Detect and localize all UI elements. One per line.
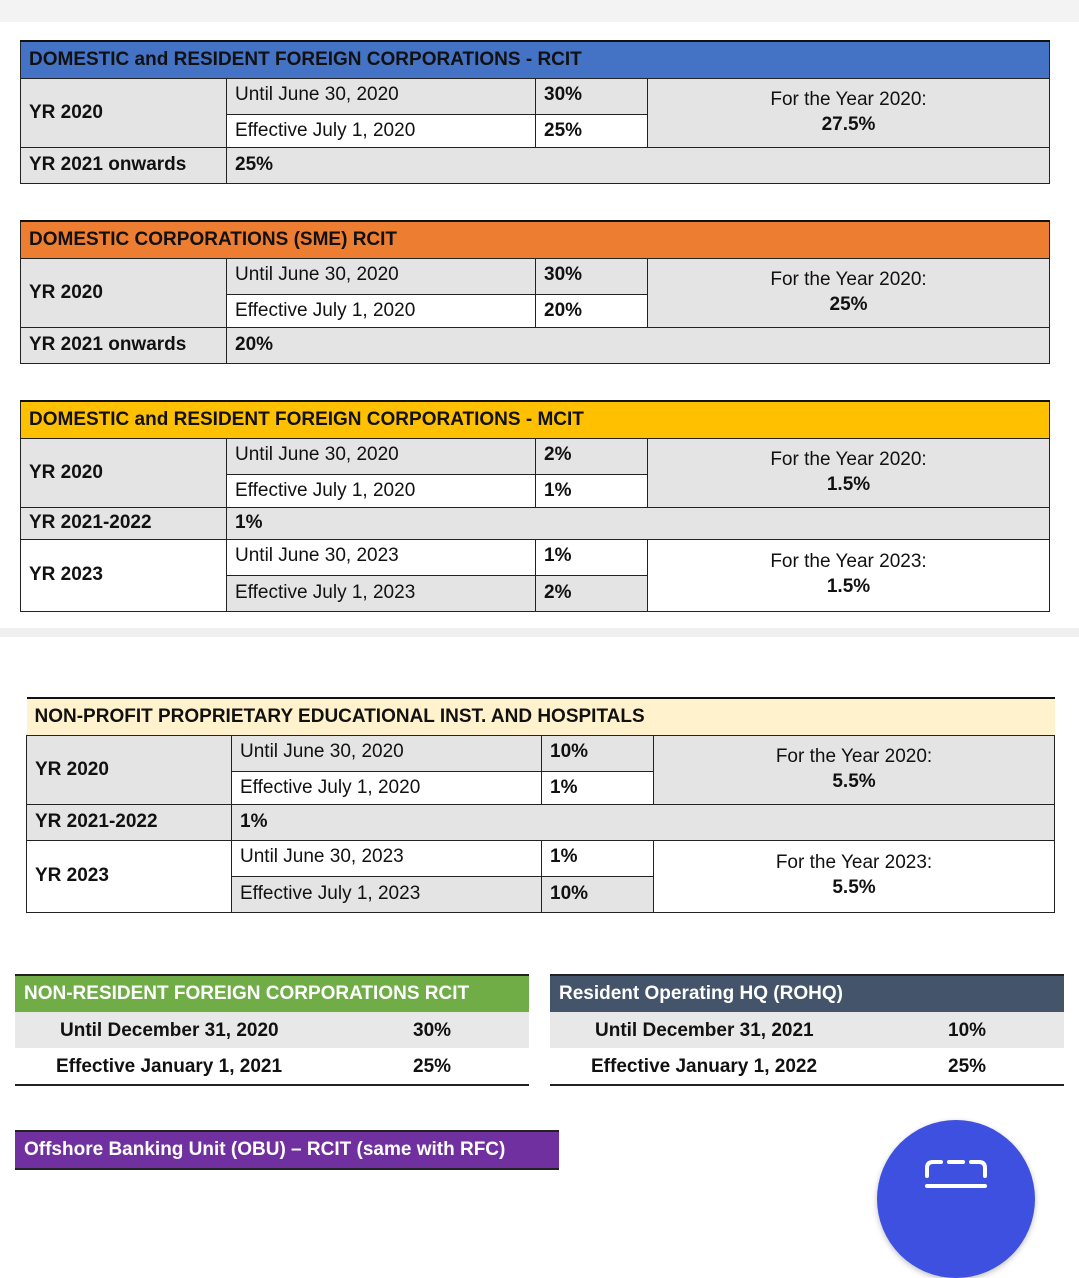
rcit-effective-label: Effective July 1, 2020 — [227, 114, 536, 147]
mcit-effective-label: Effective July 1, 2020 — [227, 474, 536, 507]
sme-summary-label: For the Year 2020: — [770, 268, 927, 290]
rcit-onwards-rate: 25% — [227, 147, 1050, 183]
nonprofit-effective23-label: Effective July 1, 2023 — [232, 876, 542, 912]
nonprofit-table — [26, 697, 1055, 913]
mcit-mid-label: YR 2021-2022 — [21, 507, 227, 539]
sme-onwards-rate: 20% — [227, 327, 1050, 363]
nonprofit-yr2023-label: YR 2023 — [27, 840, 232, 912]
sme-summary — [648, 258, 1050, 327]
nrfc-table — [15, 974, 529, 1086]
nrfc-row-rate: 30% — [413, 1020, 452, 1041]
nrfc-row-label: Until December 31, 2020 — [60, 1020, 279, 1041]
mcit-summary23 — [648, 539, 1050, 611]
rohq-row-label: Effective January 1, 2022 — [591, 1056, 818, 1077]
nonprofit-until23-label: Until June 30, 2023 — [232, 840, 542, 876]
nonprofit-title: NON-PROFIT PROPRIETARY EDUCATIONAL INST. AND HOSPITALS — [27, 698, 1055, 735]
mcit-until23-label: Until June 30, 2023 — [227, 539, 536, 575]
nrfc-row — [15, 1048, 529, 1086]
mcit-effective23-label: Effective July 1, 2023 — [227, 575, 536, 611]
nonprofit-until-label: Until June 30, 2020 — [232, 735, 542, 771]
nonprofit-mid-label: YR 2021-2022 — [27, 804, 232, 840]
rohq-row — [550, 1012, 1064, 1048]
nrfc-row-label: Effective January 1, 2021 — [56, 1056, 283, 1077]
sme-until-rate: 30% — [536, 258, 648, 294]
rohq-row-rate: 25% — [948, 1056, 987, 1077]
rcit-title: DOMESTIC and RESIDENT FOREIGN CORPORATIONS - RCIT — [21, 41, 1050, 78]
mcit-summary-label: For the Year 2020: — [770, 448, 927, 470]
rohq-row-label: Until December 31, 2021 — [595, 1020, 814, 1041]
sme-effective-label: Effective July 1, 2020 — [227, 294, 536, 327]
mcit-until-rate: 2% — [536, 438, 648, 474]
rcit-summary — [648, 78, 1050, 147]
mcit-yr2023-label: YR 2023 — [21, 539, 227, 611]
rohq-table — [550, 974, 1064, 1086]
nonprofit-summary23-label: For the Year 2023: — [775, 852, 933, 874]
mcit-until-label: Until June 30, 2020 — [227, 438, 536, 474]
nrfc-row — [15, 1012, 529, 1048]
nrfc-title: NON-RESIDENT FOREIGN CORPORATIONS RCIT — [15, 974, 529, 1012]
rcit-until-label: Until June 30, 2020 — [227, 78, 536, 114]
rohq-row-rate: 10% — [948, 1020, 987, 1041]
rohq-row — [550, 1048, 1064, 1086]
nonprofit-until-rate: 10% — [542, 735, 654, 771]
rohq-title: Resident Operating HQ (ROHQ) — [550, 974, 1064, 1012]
sme-title: DOMESTIC CORPORATIONS (SME) RCIT — [21, 221, 1050, 258]
mcit-summary23-rate: 1.5% — [826, 576, 871, 597]
nonprofit-until23-rate: 1% — [542, 840, 654, 876]
nrfc-row-rate: 25% — [413, 1056, 452, 1077]
mcit-effective23-rate: 2% — [536, 575, 648, 611]
sme-table — [20, 220, 1050, 364]
mcit-table — [20, 400, 1050, 612]
mcit-yr2020-label: YR 2020 — [21, 438, 227, 507]
nonprofit-yr2020-label: YR 2020 — [27, 735, 232, 804]
scan-icon — [925, 1160, 987, 1194]
rcit-onwards-label: YR 2021 onwards — [21, 147, 227, 183]
nonprofit-mid-rate: 1% — [232, 804, 1055, 840]
rcit-summary-label: For the Year 2020: — [770, 88, 927, 110]
nonprofit-summary — [654, 735, 1055, 804]
sme-until-label: Until June 30, 2020 — [227, 258, 536, 294]
nonprofit-effective23-rate: 10% — [542, 876, 654, 912]
nonprofit-summary-rate: 5.5% — [832, 770, 876, 792]
sme-effective-rate: 20% — [536, 294, 648, 327]
nonprofit-effective-rate: 1% — [542, 771, 654, 804]
nonprofit-summary-label: For the Year 2020: — [775, 745, 933, 767]
rcit-effective-rate: 25% — [536, 114, 648, 147]
section-divider — [0, 628, 1079, 637]
sme-onwards-label: YR 2021 onwards — [21, 327, 227, 363]
rcit-table — [20, 40, 1050, 184]
mcit-title: DOMESTIC and RESIDENT FOREIGN CORPORATIONS - MCIT — [21, 401, 1050, 438]
mcit-summary23-label: For the Year 2023: — [770, 551, 927, 573]
scan-fab-button[interactable] — [877, 1120, 1035, 1278]
mcit-effective-rate: 1% — [536, 474, 648, 507]
nonprofit-summary23 — [654, 840, 1055, 912]
sme-summary-rate: 25% — [829, 293, 868, 315]
mcit-summary-rate: 1.5% — [826, 473, 871, 495]
sme-yr2020-label: YR 2020 — [21, 258, 227, 327]
nonprofit-effective-label: Effective July 1, 2020 — [232, 771, 542, 804]
mcit-summary — [648, 438, 1050, 507]
rcit-until-rate: 30% — [536, 78, 648, 114]
obu-title: Offshore Banking Unit (OBU) – RCIT (same with RFC) — [15, 1130, 559, 1170]
nonprofit-summary23-rate: 5.5% — [832, 877, 876, 898]
rcit-summary-rate: 27.5% — [821, 113, 876, 135]
rcit-yr2020-label: YR 2020 — [21, 78, 227, 147]
top-band — [0, 0, 1079, 22]
mcit-mid-rate: 1% — [227, 507, 1050, 539]
mcit-until23-rate: 1% — [536, 539, 648, 575]
